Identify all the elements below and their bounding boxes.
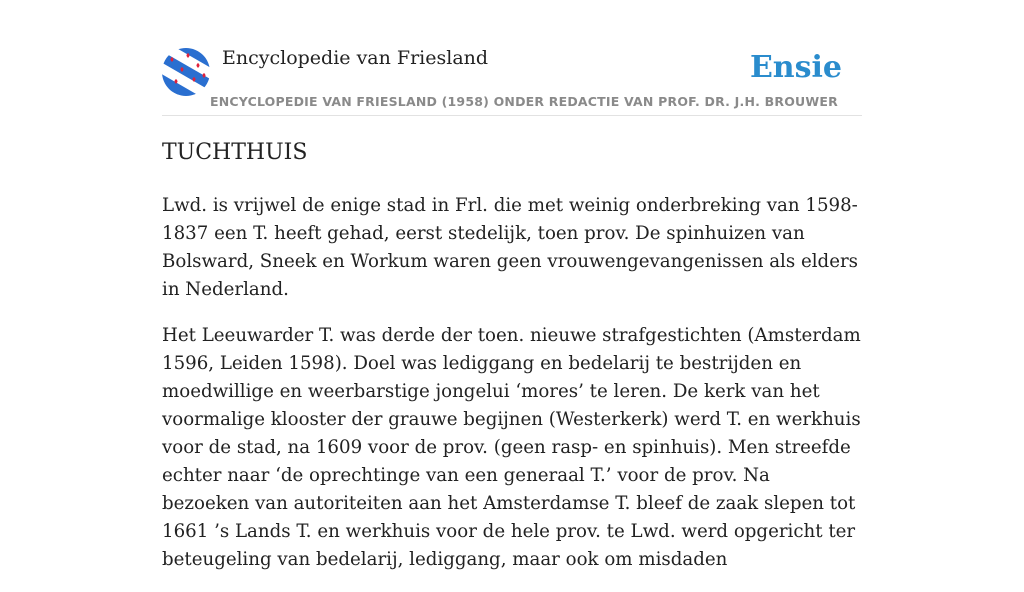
article-title: TUCHTHUIS [162, 140, 308, 165]
article-paragraph: Lwd. is vrijwel de enige stad in Frl. die met weinig onderbreking van 1598-1837 een T. heeft gehad, eerst stedelijk, toen prov. De spinhuizen van Bolsward, Sneek en Workum waren geen vrouwengevangenissen als elders in Nederland. [162, 195, 858, 300]
header-divider [162, 115, 862, 116]
article-body [162, 192, 862, 592]
site-header [162, 44, 862, 116]
brand-logo[interactable]: Ensie [749, 50, 842, 85]
frisian-flag-icon[interactable] [162, 48, 210, 96]
article-paragraph: Het Leeuwarder T. was derde der toen. nieuwe strafgestichten (Amsterdam 1596, Leiden 1598). Doel was lediggang en bedelarij te bestrijden en moedwillige en weerbarstige jongelui ‘mores’ te leren. De kerk van het voormalige klooster der grauwe begijnen (Westerkerk) werd T. en werkhuis voor de stad, na 1609 voor de prov. (geen rasp- en spinhuis). Men streefde echter naar ‘de oprechtinge van een generaal T.’ voor de prov. Na bezoeken van autoriteiten aan het Amsterdamse T. bleef de zaak slepen tot 1661 ’s Lands T. en werkhuis voor de hele prov. te Lwd. werd opgericht ter beteugeling van bedelarij, lediggang, maar ook om misdaden [162, 325, 861, 570]
site-subtitle: ENCYCLOPEDIE VAN FRIESLAND (1958) ONDER REDACTIE VAN PROF. DR. J.H. BROUWER [210, 94, 838, 109]
site-title[interactable]: Encyclopedie van Friesland [222, 47, 489, 69]
